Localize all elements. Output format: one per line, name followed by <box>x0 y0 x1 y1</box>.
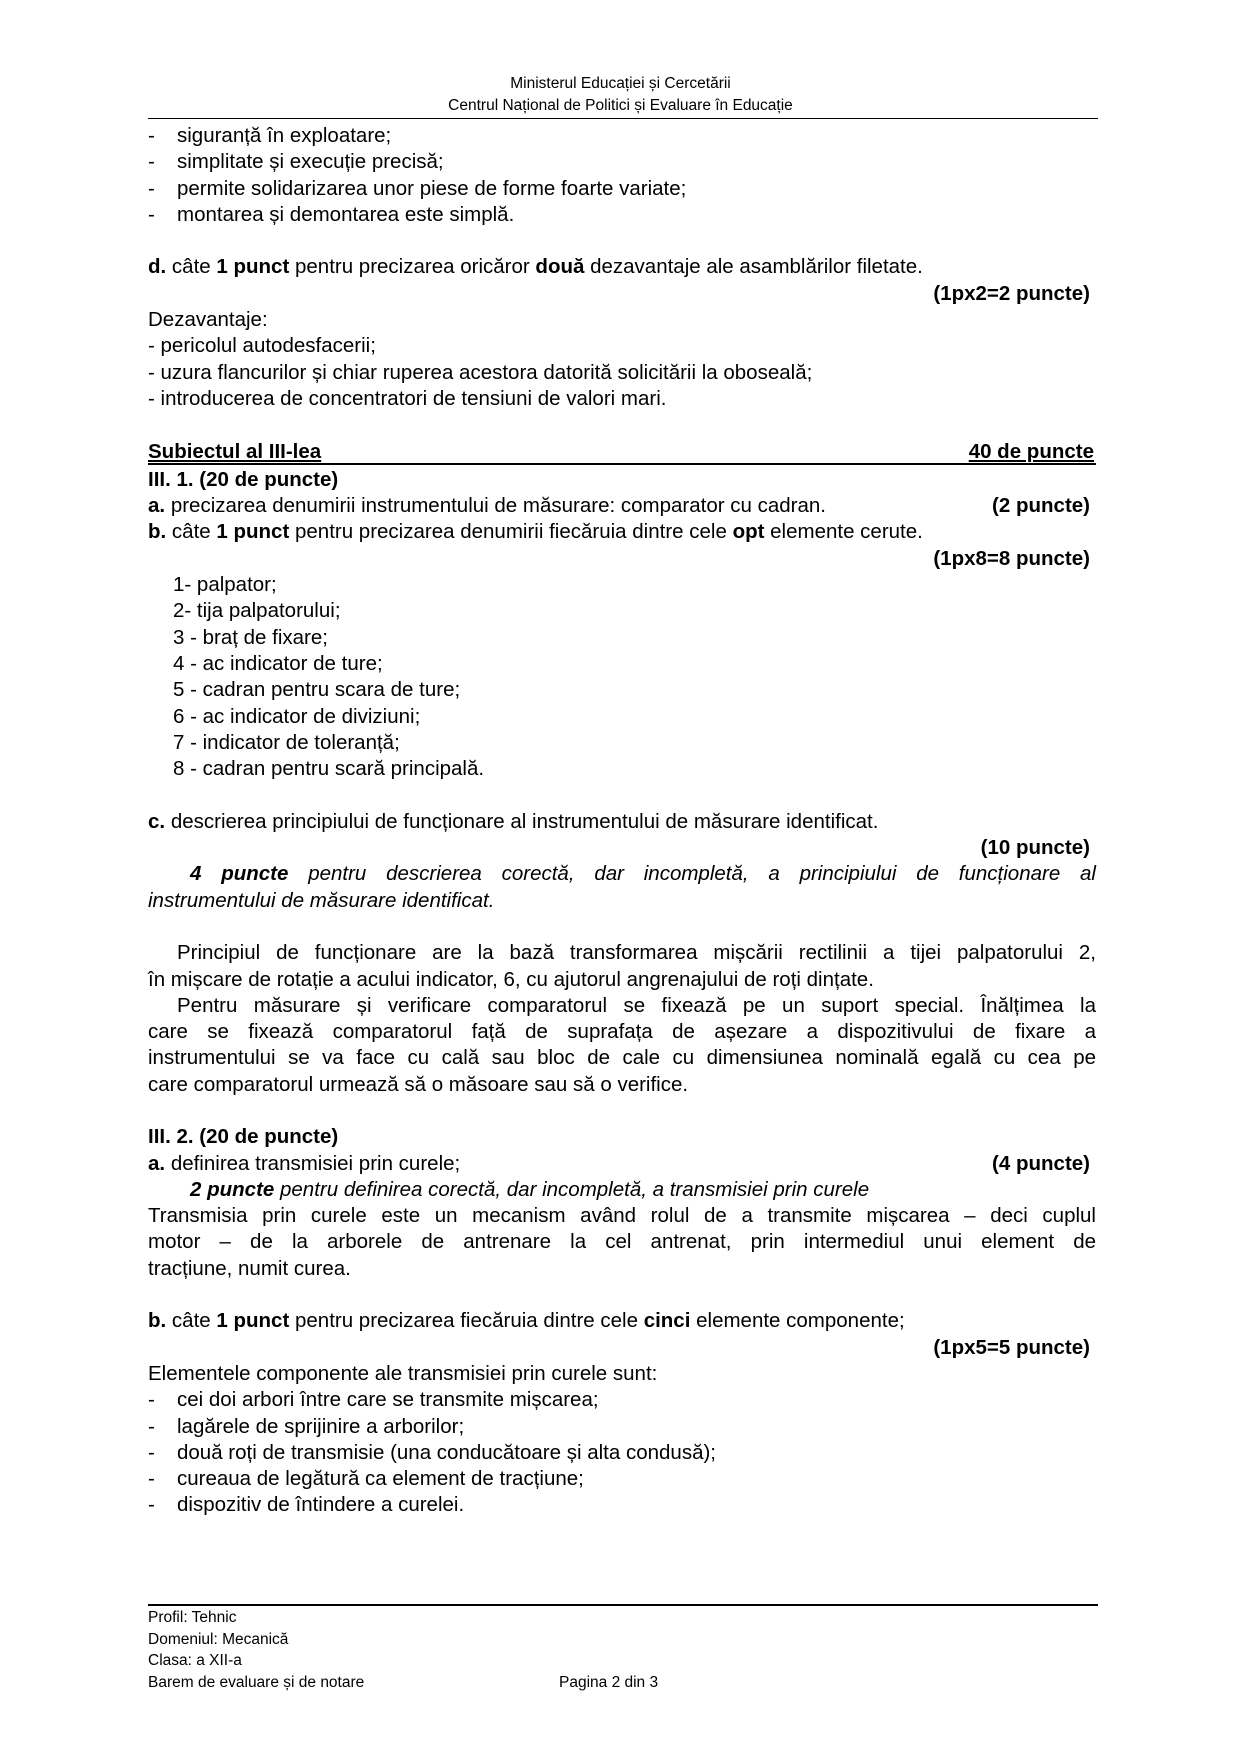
section-label: Dezavantaje: <box>148 308 268 332</box>
header-ministry: Ministerul Educației și Cercetării <box>510 75 731 92</box>
answer-line: Principiul de funcționare are la bază transformarea mișcării rectilinii a tijei palpatorului 2, <box>177 941 1096 965</box>
list-item: - uzura flancurilor și chiar ruperea acestora datorită solicitării la oboseală; <box>148 360 813 384</box>
list-item: 4 - ac indicator de ture; <box>173 651 383 675</box>
answer-line: care comparatorul urmează să o măsoare sau să o verifice. <box>148 1072 689 1096</box>
list-item: - simplitate și execuție precisă; <box>148 150 444 174</box>
header-center: Centrul Național de Politici și Evaluare în Educație <box>448 97 793 114</box>
list-item: - permite solidarizarea unor piese de forme foarte variate; <box>148 176 687 200</box>
partial-credit-note: 4 puncte pentru descrierea corectă, dar incompletă, a principiului de funcționare al <box>190 862 1096 886</box>
footer-domain: Domeniul: Mecanică <box>148 1630 289 1648</box>
list-item: - dispozitiv de întindere a curelei. <box>148 1493 465 1517</box>
list-item: - cei doi arbori între care se transmite mișcarea; <box>148 1388 599 1412</box>
points: (1px5=5 puncte) <box>933 1335 1090 1359</box>
footer-divider <box>148 1604 1098 1606</box>
list-item: - siguranță în exploatare; <box>148 124 392 147</box>
list-item: 8 - cadran pentru scară principală. <box>173 757 485 781</box>
item-a: a. precizarea denumirii instrumentului de măsurare: comparator cu cadran. (2 puncte) <box>148 494 1090 518</box>
answer-line: care se fixează comparatorul față de suprafața de așezare a dispozitivului de fixare a <box>148 1020 1096 1044</box>
points: (1px2=2 puncte) <box>933 281 1090 305</box>
answer-line: Transmisia prin curele este un mecanism având rolul de a transmite mișcarea – deci cuplul <box>148 1204 1096 1228</box>
points: (10 puncte) <box>980 836 1090 860</box>
list-item: - montarea și demontarea este simplă. <box>148 202 515 226</box>
page-number: Pagina 2 din 3 <box>559 1673 659 1691</box>
list-item: - introducerea de concentratori de tensiuni de valori mari. <box>148 386 667 410</box>
answer-line: Pentru măsurare și verificare comparatorul se fixează pe un suport special. Înălțimea la <box>177 993 1096 1017</box>
list-item: - pericolul autodesfacerii; <box>148 334 376 358</box>
item-d: d. câte 1 punct pentru precizarea oricăror două dezavantaje ale asamblărilor filetate. <box>148 255 923 279</box>
item-b: b. câte 1 punct pentru precizarea denumirii fiecăruia dintre cele opt elemente cerute. <box>148 520 923 544</box>
list-item: - două roți de transmisie (una conducătoare și alta condusă); <box>148 1440 717 1464</box>
list-item: 2- tija palpatorului; <box>173 599 341 623</box>
section-title: III. 2. (20 de puncte) <box>148 1125 339 1149</box>
points: (1px8=8 puncte) <box>933 546 1090 570</box>
list-item: 6 - ac indicator de diviziuni; <box>173 704 421 728</box>
answer-line: motor – de la arborele de antrenare la cel antrenat, prin intermediul unui element de <box>148 1230 1096 1254</box>
footer <box>148 1607 659 1693</box>
header-divider <box>148 118 1098 119</box>
list-item: - cureaua de legătură ca element de tracțiune; <box>148 1467 584 1491</box>
answer-line: instrumentului se va face cu cală sau bloc de cale cu dimensiunea nominală egală cu cea pe <box>148 1046 1096 1070</box>
list-item: 1- palpator; <box>173 573 277 597</box>
footer-class: Clasa: a XII-a <box>148 1652 242 1669</box>
list-item: 7 - indicator de toleranță; <box>173 730 400 754</box>
section-title: III. 1. (20 de puncte) <box>148 467 339 491</box>
list-item: - lagărele de sprijinire a arborilor; <box>148 1414 465 1438</box>
footer-barem: Barem de evaluare și de notare <box>148 1673 365 1691</box>
subject-heading: Subiectul al III-lea 40 de puncte <box>148 439 1096 465</box>
list-item: 5 - cadran pentru scara de ture; <box>173 678 461 702</box>
item-b: b. câte 1 punct pentru precizarea fiecăruia dintre cele cinci elemente componente; <box>148 1309 905 1333</box>
partial-credit-note: instrumentului de măsurare identificat. <box>148 888 495 912</box>
footer-profile: Profil: Tehnic <box>148 1609 237 1626</box>
partial-credit-note: 2 puncte pentru definirea corectă, dar incompletă, a transmisiei prin curele <box>190 1177 870 1201</box>
item-a: a. definirea transmisiei prin curele; (4 puncte) <box>148 1151 1090 1175</box>
list-item: 3 - braț de fixare; <box>173 625 328 649</box>
item-c: c. descrierea principiului de funcționare al instrumentului de măsurare identificat. <box>148 809 879 833</box>
document-body <box>148 123 1096 1519</box>
section-label: Elementele componente ale transmisiei prin curele sunt: <box>148 1361 658 1385</box>
answer-line: tracțiune, numit curea. <box>148 1256 351 1280</box>
answer-line: în mișcare de rotație a acului indicator, 6, cu ajutorul angrenajului de roți dințate. <box>148 967 874 991</box>
